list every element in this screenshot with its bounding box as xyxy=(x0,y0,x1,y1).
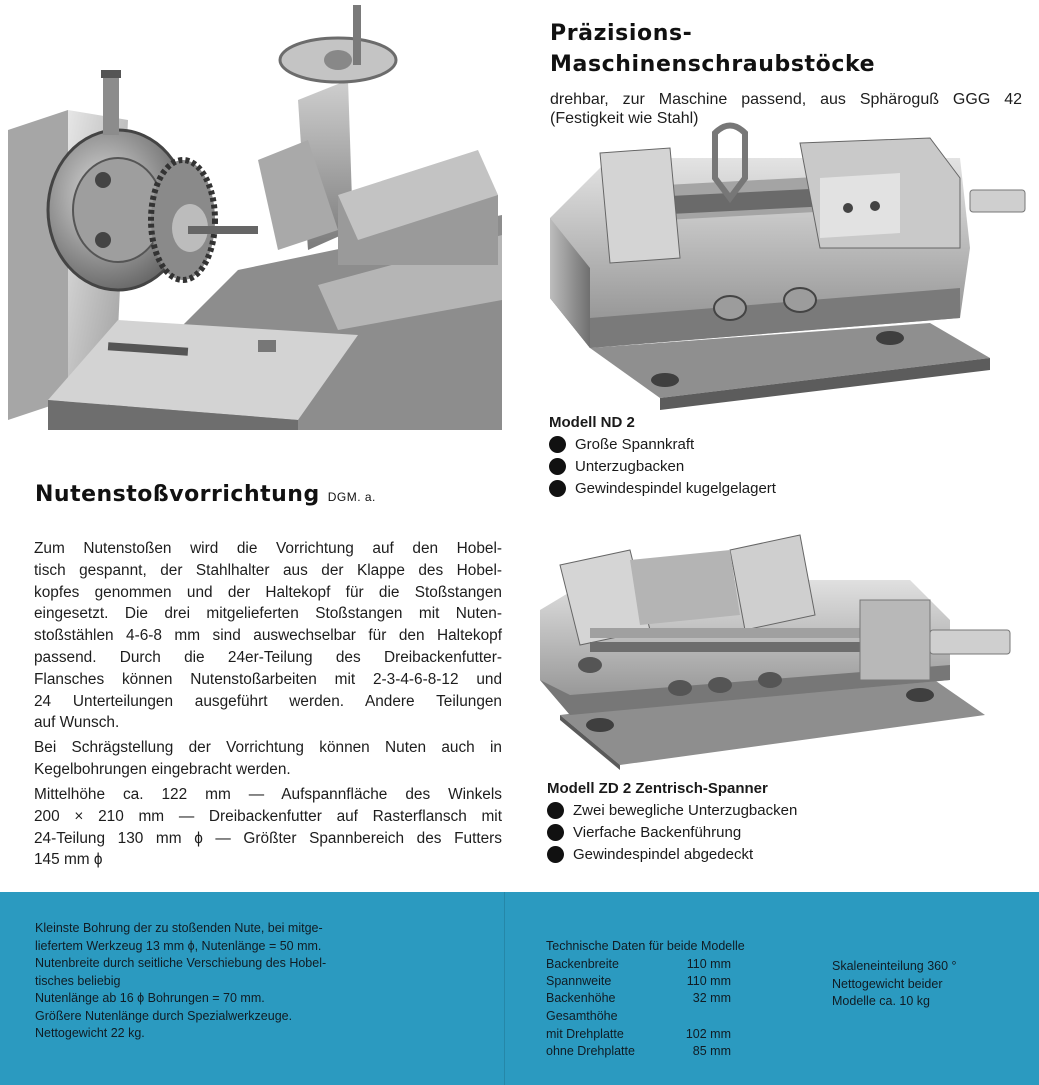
model-nd2-feature xyxy=(549,455,776,477)
model-nd2-title: Modell ND 2 xyxy=(549,414,635,431)
text-line: Mittelhöhe ca. 122 mm — Aufspannfläche des Winkels xyxy=(34,786,502,803)
tech-data-title: Technische Daten für beide Modelle xyxy=(546,939,745,953)
text-line: passend. Durch die 24er-Teilung des Dreibackenfutter- xyxy=(34,648,502,666)
photo-vise-zd2 xyxy=(530,520,1025,770)
text-line: Flansches können Nutenstoßarbeiten mit 2-3-4-6-8-12 und xyxy=(34,670,502,688)
photo-vise-nd2 xyxy=(530,118,1030,410)
bullet-icon xyxy=(549,458,566,475)
text-line: Skaleneinteilung 360 ° xyxy=(832,959,957,973)
bullet-icon xyxy=(549,480,566,497)
vise-title xyxy=(550,18,1020,80)
model-nd2-block xyxy=(549,412,776,499)
text-line: Nettogewicht 22 kg. xyxy=(35,1026,145,1040)
spec-value: 85 mm xyxy=(692,1044,731,1058)
text-line: 24-Teilung 130 mm ϕ — Größter Spannbereich des Futters xyxy=(34,829,502,847)
text-line: tisch gespannt, der Stahlhalter aus der Klappe des Hobel- xyxy=(34,561,502,579)
spec-label: Backenbreite xyxy=(546,957,619,971)
text-line: tisches beliebig xyxy=(35,973,121,988)
spec-row xyxy=(546,990,731,1008)
slotting-paragraph-1 xyxy=(34,538,502,734)
text-line: Kegelbohrungen eingebracht werden. xyxy=(34,760,291,778)
model-zd2-title: Modell ZD 2 Zentrisch-Spanner xyxy=(547,780,768,797)
photo-slotting-attachment xyxy=(8,0,502,430)
text-line: Größere Nutenlänge durch Spezialwerkzeuge. xyxy=(35,1008,293,1023)
spec-row xyxy=(546,956,731,974)
spec-label: Gesamthöhe xyxy=(546,1009,618,1023)
feature-label: Zwei bewegliche Unterzugbacken xyxy=(573,801,798,819)
vise-title-line-2: Maschinenschraubstöcke xyxy=(550,52,876,77)
slotting-paragraph-2 xyxy=(34,737,502,781)
spec-label: mit Drehplatte xyxy=(546,1027,624,1041)
vise-subtitle-line-1: drehbar, zur Maschine passend, aus Sphäroguß GGG 42 xyxy=(550,91,1022,108)
vise-extra-notes xyxy=(832,958,957,1011)
spec-label: ohne Drehplatte xyxy=(546,1044,635,1058)
spec-label: Backenhöhe xyxy=(546,991,616,1005)
model-zd2-block xyxy=(547,778,797,865)
spec-value: 110 mm xyxy=(686,957,731,971)
text-line: Nutenbreite durch seitliche Verschiebung des Hobel- xyxy=(35,956,327,970)
vise-subtitle-line-2: (Festigkeit wie Stahl) xyxy=(550,110,699,127)
spec-label: Spannweite xyxy=(546,974,612,988)
page-fold-line xyxy=(504,892,505,1085)
text-line: Kleinste Bohrung der zu stoßenden Nute, bei mitge- xyxy=(35,921,323,935)
spec-row xyxy=(546,1026,731,1044)
bullet-icon xyxy=(549,436,566,453)
text-line: 200 × 210 mm — Dreibackenfutter auf Rasterflansch mit xyxy=(34,807,502,825)
bullet-icon xyxy=(547,824,564,841)
text-line: Zum Nutenstoßen wird die Vorrichtung auf den Hobel- xyxy=(34,540,502,557)
spec-value: 110 mm xyxy=(686,974,731,988)
spec-row xyxy=(546,1008,731,1026)
bullet-icon xyxy=(547,846,564,863)
text-line: liefertem Werkzeug 13 mm ϕ, Nutenlänge = 50 mm. xyxy=(35,938,322,953)
slotting-notes xyxy=(35,920,326,1043)
slotting-title-text: Nutenstoßvorrichtung xyxy=(35,482,320,507)
spec-row xyxy=(546,1043,731,1061)
slotting-title-suffix: DGM. a. xyxy=(327,490,376,504)
text-line: Nutenlänge ab 16 ϕ Bohrungen = 70 mm. xyxy=(35,991,265,1005)
text-line: kopfes genommen und der Haltekopf für die Stoßstangen xyxy=(34,583,502,601)
text-line: stoßstählen 4-6-8 mm sind auswechselbar für den Haltekopf xyxy=(34,627,502,645)
feature-label: Gewindespindel abgedeckt xyxy=(573,845,754,863)
model-nd2-feature xyxy=(549,433,776,455)
vise-title-line-1: Präzisions- xyxy=(550,21,693,46)
text-line: eingesetzt. Die drei mitgelieferten Stoßstangen mit Nuten- xyxy=(34,605,502,623)
text-line: 24 Unterteilungen ausgeführt werden. Andere Teilungen xyxy=(34,692,502,710)
text-line: Bei Schrägstellung der Vorrichtung können Nuten auch in xyxy=(34,739,502,756)
bullet-icon xyxy=(547,802,564,819)
model-zd2-feature xyxy=(547,799,797,821)
feature-label: Vierfache Backenführung xyxy=(573,823,742,841)
text-line: Modelle ca. 10 kg xyxy=(832,994,930,1008)
slotting-title xyxy=(35,482,376,507)
feature-label: Gewindespindel kugelgelagert xyxy=(575,479,776,497)
model-nd2-feature xyxy=(549,477,776,499)
text-line: 145 mm ϕ xyxy=(34,851,103,869)
feature-label: Große Spannkraft xyxy=(575,435,695,453)
spec-value: 102 mm xyxy=(685,1027,731,1041)
vise-subtitle xyxy=(550,90,1022,128)
slotting-paragraph-3 xyxy=(34,784,502,871)
model-zd2-feature xyxy=(547,843,797,865)
text-line: Nettogewicht beider xyxy=(832,976,943,991)
model-zd2-feature xyxy=(547,821,797,843)
spec-row xyxy=(546,973,731,991)
text-line: auf Wunsch. xyxy=(34,714,120,732)
spec-value: 32 mm xyxy=(692,991,731,1005)
feature-label: Unterzugbacken xyxy=(575,457,685,475)
